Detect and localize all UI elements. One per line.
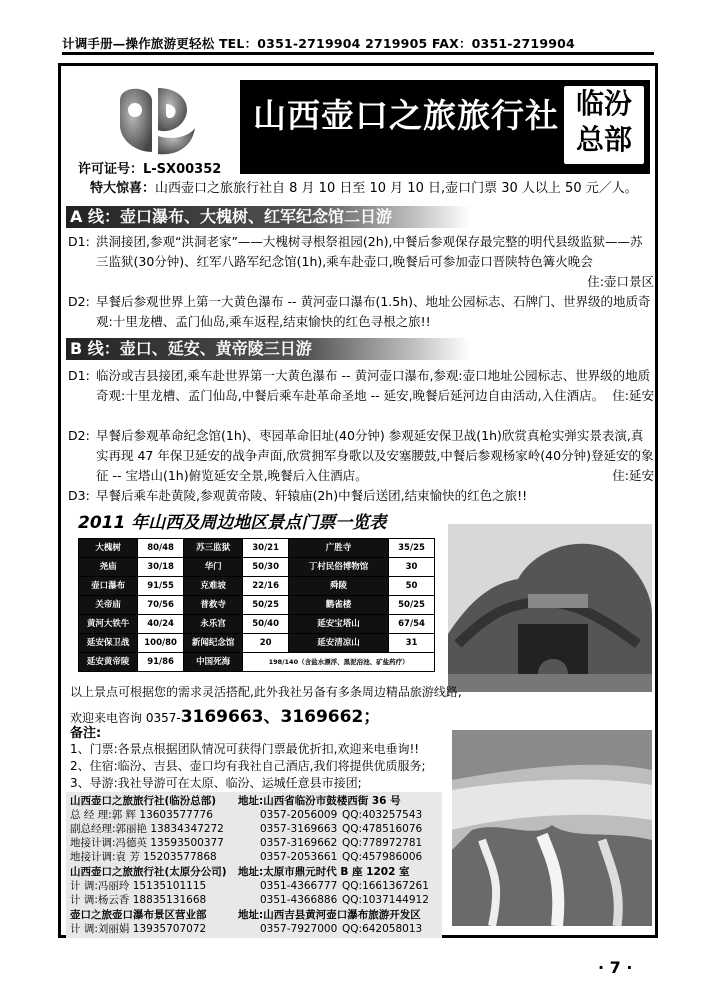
header-rule bbox=[62, 52, 654, 55]
table-cell: 延安宝塔山 bbox=[289, 615, 389, 634]
contact-phone: 0351-4366886 bbox=[260, 894, 338, 906]
table-cell: 苏三监狱 bbox=[184, 539, 243, 558]
table-cell: 80/48 bbox=[138, 539, 184, 558]
branch-line-1: 临汾 bbox=[575, 87, 632, 120]
table-cell: 华门 bbox=[184, 558, 243, 577]
table-row bbox=[79, 596, 435, 615]
contact-phone: 0357-2056009 bbox=[260, 809, 338, 821]
contact-address: 地址:山西吉县黄河壶口瀑布旅游开发区 bbox=[238, 909, 421, 921]
photo-hukou-waterfall bbox=[452, 730, 652, 926]
contact-address: 地址:山西省临汾市鼓楼西街 36 号 bbox=[238, 795, 401, 807]
table-cell: 91/86 bbox=[138, 653, 184, 672]
table-cell: 50/30 bbox=[243, 558, 289, 577]
table-cell: 壶口瀑布 bbox=[79, 577, 138, 596]
contact-person: 计 调:刘丽娟 13935707072 bbox=[70, 923, 207, 935]
contact-phone: 0351-4366777 bbox=[260, 880, 338, 892]
contact-qq: QQ:478516076 bbox=[342, 823, 423, 835]
promo-label: 特大惊喜： bbox=[90, 181, 156, 196]
table-cell: 30/18 bbox=[138, 558, 184, 577]
phone-line bbox=[70, 702, 380, 727]
day-stay: 住:延安 bbox=[612, 468, 654, 483]
table-cell: 尧庙 bbox=[79, 558, 138, 577]
table-cell: 50/40 bbox=[243, 615, 289, 634]
contact-person: 地接计调:冯德英 13593500377 bbox=[70, 837, 224, 849]
photo-dragon-gate bbox=[448, 524, 652, 692]
table-cell: 20 bbox=[243, 634, 289, 653]
day-text: 早餐后参观革命纪念馆(1h)、枣园革命旧址(40分钟) 参观延安保卫战(1h)欣赏真枪实弹实景表演,真实再现 47 年保卫延安的战争声面,欣赏拥军身歌以及安塞腰鼓,中餐后参观杨家岭(40分钟)登延安的象征 -- 宝塔山(1h)俯览延安全景,晚餐后入住酒店。 bbox=[96, 428, 654, 483]
page-number: · 7 · bbox=[598, 958, 633, 977]
table-cell: 30/21 bbox=[243, 539, 289, 558]
remarks-title: 备注: bbox=[70, 726, 102, 741]
branch-line-2: 总部 bbox=[575, 123, 632, 156]
ticket-table-title: 2011 年山西及周边地区景点门票一览表 bbox=[78, 513, 387, 533]
contact-qq: QQ:642058013 bbox=[342, 923, 423, 935]
table-cell: 鹳雀楼 bbox=[289, 596, 389, 615]
contact-person: 总 经 理:郭 辉 13603577776 bbox=[70, 809, 213, 821]
table-row bbox=[79, 539, 435, 558]
table-cell: 22/16 bbox=[243, 577, 289, 596]
table-cell: 关帝庙 bbox=[79, 596, 138, 615]
table-cell: 40/24 bbox=[138, 615, 184, 634]
contact-directory bbox=[66, 792, 442, 938]
table-row bbox=[79, 577, 435, 596]
contact-name: 山西壶口之旅旅行社(临汾总部) bbox=[70, 795, 217, 807]
day-label: D2: bbox=[68, 294, 90, 309]
table-cell: 70/56 bbox=[138, 596, 184, 615]
contact-qq: QQ:1661367261 bbox=[342, 880, 429, 892]
route-a-day-1 bbox=[68, 232, 654, 292]
table-cell: 普救寺 bbox=[184, 596, 243, 615]
contact-person: 副总经理:郭丽艳 13834347272 bbox=[70, 823, 224, 835]
table-cell: 大槐树 bbox=[79, 539, 138, 558]
remark-1: 1、门票:各景点根据团队情况可获得门票最优折扣,欢迎来电垂询!! bbox=[70, 742, 420, 756]
table-cell: 91/55 bbox=[138, 577, 184, 596]
remark-3: 3、导游:我社导游可在太原、临汾、运城任意县市接团; bbox=[70, 776, 362, 790]
table-row bbox=[79, 634, 435, 653]
route-a-title: A 线：壶口瀑布、大槐树、红军纪念馆二日游 bbox=[66, 206, 470, 228]
route-b-day-2 bbox=[68, 426, 654, 486]
contact-person: 计 调:杨云香 18835131668 bbox=[70, 894, 207, 906]
route-b-title: B 线：壶口、延安、黄帝陵三日游 bbox=[66, 338, 470, 360]
day-text: 早餐后乘车赴黄陵,参观黄帝陵、轩辕庙(2h)中餐后送团,结束愉快的红色之旅!! bbox=[96, 488, 528, 503]
phone-prefix: 欢迎来电咨询 0357- bbox=[70, 711, 181, 725]
contact-name: 山西壶口之旅旅行社(太原分公司) bbox=[70, 866, 227, 878]
phone-numbers: 3169663、3169662； bbox=[180, 707, 381, 727]
day-text: 洪洞接团,参观“洪洞老家”——大槐树寻根祭祖园(2h),中餐后参观保存最完整的明代县级监狱——苏三监狱(30分钟)、红军八路军纪念馆(1h),乘车赴壶口,晚餐后可参加壶口晋陕特色篝火晚会 bbox=[96, 234, 643, 269]
table-cell: 35/25 bbox=[389, 539, 435, 558]
table-cell: 67/54 bbox=[389, 615, 435, 634]
day-text: 临汾或吉县接团,乘车赴世界第一大黄色瀑布 -- 黄河壶口瀑布,参观:壶口地址公园标志、世界级的地质奇观:十里龙槽、孟门仙岛,中餐后乘车赴革命圣地 -- 延安,晚餐后延河边自由活动,入住酒店。 bbox=[96, 368, 651, 403]
header-contact-line: 计调手册—操作旅游更轻松 TEL：0351-2719904 2719905 FAX：0351-2719904 bbox=[62, 36, 575, 51]
day-label: D1: bbox=[68, 368, 90, 383]
table-cell: 50/25 bbox=[389, 596, 435, 615]
promo-text: 山西壶口之旅旅行社自 8 月 10 日至 10 月 10 日,壶口门票 30 人以上 50 元／人。 bbox=[155, 181, 638, 196]
table-cell: 中国死海 bbox=[184, 653, 243, 672]
table-cell: 延安清凉山 bbox=[289, 634, 389, 653]
table-cell: 新闻纪念馆 bbox=[184, 634, 243, 653]
contact-person: 地接计调:袁 芳 15203577868 bbox=[70, 851, 217, 863]
table-cell: 丁村民俗博物馆 bbox=[289, 558, 389, 577]
remark-2: 2、住宿:临汾、吉县、壶口均有我社自己酒店,我们将提供优质服务; bbox=[70, 759, 426, 773]
day-label: D1: bbox=[68, 234, 90, 249]
contact-qq: QQ:457986006 bbox=[342, 851, 423, 863]
branch-badge bbox=[562, 84, 646, 166]
contact-address: 地址:太原市鼎元时代 B 座 1202 室 bbox=[238, 866, 410, 878]
contact-person: 计 调:冯丽玲 15135101115 bbox=[70, 880, 207, 892]
table-cell: 延安保卫战 bbox=[79, 634, 138, 653]
table-cell: 克难坡 bbox=[184, 577, 243, 596]
route-a-day-2 bbox=[68, 292, 654, 332]
table-cell: 30 bbox=[389, 558, 435, 577]
contact-qq: QQ:778972781 bbox=[342, 837, 423, 849]
table-cell: 延安黄帝陵 bbox=[79, 653, 138, 672]
table-cell: 50/25 bbox=[243, 596, 289, 615]
day-stay: 住:壶口景区 bbox=[587, 274, 654, 289]
route-b-day-3 bbox=[68, 486, 654, 506]
day-stay: 住:延安 bbox=[612, 388, 654, 403]
day-text: 早餐后参观世界上第一大黄色瀑布 -- 黄河壶口瀑布(1.5h)、地址公园标志、石牌门、世界级的地质奇观:十里龙槽、孟门仙岛,乘车返程,结束愉快的红色寻根之旅!! bbox=[96, 294, 651, 329]
table-cell: 198/140（含盐水漂浮、黑泥浴池、矿盐药疗） bbox=[243, 653, 435, 672]
day-label: D3: bbox=[68, 488, 90, 503]
contact-phone: 0357-7927000 bbox=[260, 923, 338, 935]
table-cell: 永乐宫 bbox=[184, 615, 243, 634]
table-cell: 100/80 bbox=[138, 634, 184, 653]
agency-logo bbox=[100, 80, 210, 160]
contact-qq: QQ:403257543 bbox=[342, 809, 423, 821]
ticket-price-table bbox=[78, 538, 435, 672]
contact-name: 壶口之旅壶口瀑布景区营业部 bbox=[70, 909, 207, 921]
license-number: 许可证号：L-SX00352 bbox=[78, 162, 222, 177]
table-cell: 广胜寺 bbox=[289, 539, 389, 558]
contact-phone: 0357-3169662 bbox=[260, 837, 338, 849]
agency-title: 山西壶口之旅旅行社 bbox=[253, 96, 559, 135]
contact-phone: 0357-3169663 bbox=[260, 823, 338, 835]
table-row bbox=[79, 653, 435, 672]
route-b-day-1 bbox=[68, 366, 654, 406]
day-label: D2: bbox=[68, 428, 90, 443]
table-cell: 舜陵 bbox=[289, 577, 389, 596]
contact-phone: 0357-2053661 bbox=[260, 851, 338, 863]
table-cell: 31 bbox=[389, 634, 435, 653]
table-cell: 50 bbox=[389, 577, 435, 596]
table-row bbox=[79, 558, 435, 577]
table-cell: 黄河大铁牛 bbox=[79, 615, 138, 634]
table-row bbox=[79, 615, 435, 634]
promo-line bbox=[90, 177, 638, 196]
tour-note: 以上景点可根据您的需求灵活搭配,此外我社另备有多条周边精品旅游线路, bbox=[70, 685, 462, 699]
contact-qq: QQ:1037144912 bbox=[342, 894, 429, 906]
